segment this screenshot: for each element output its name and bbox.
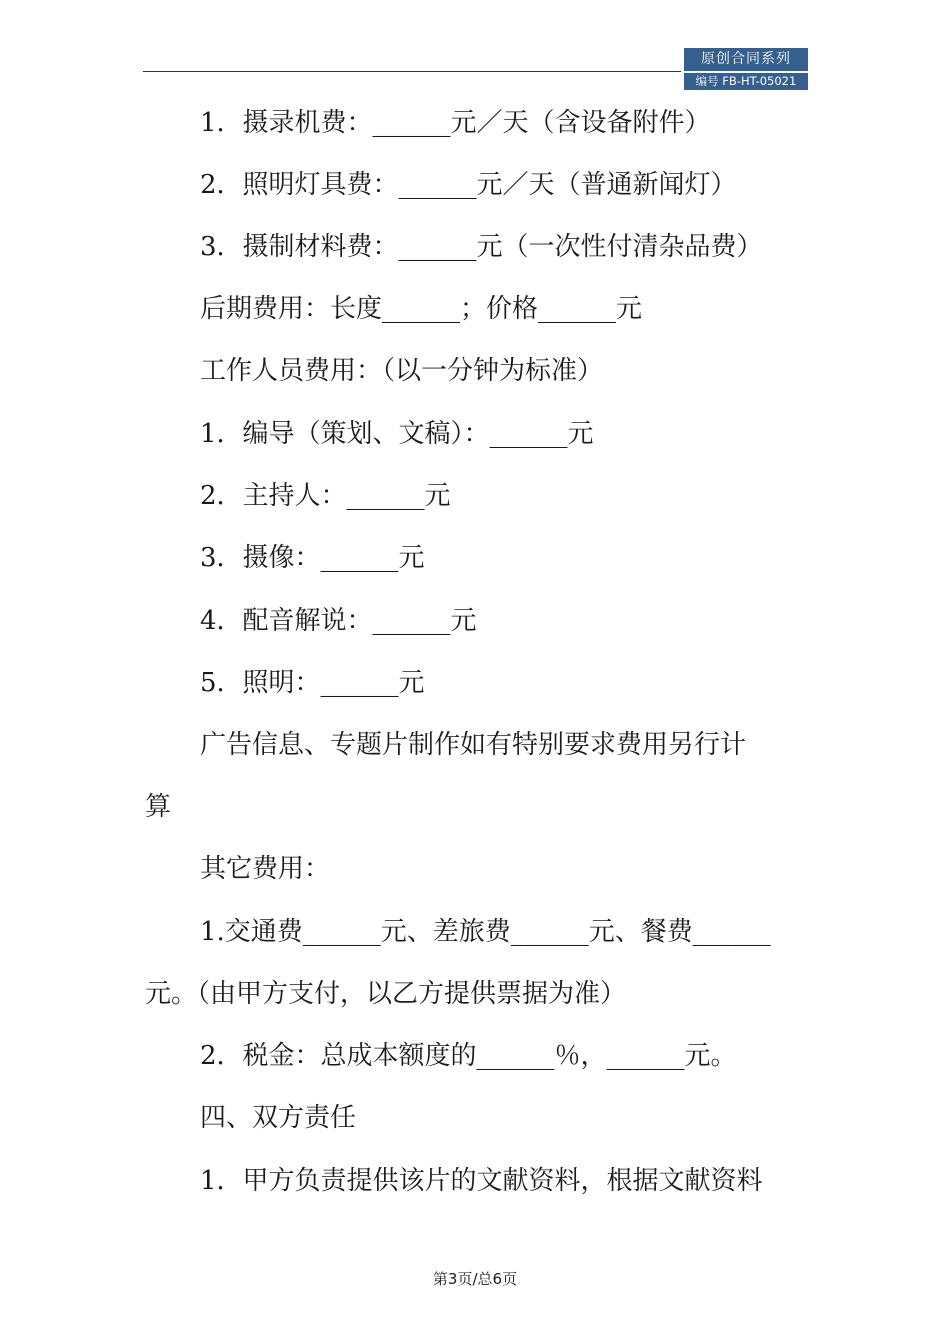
document-code: 编号 FB-HT-05021 bbox=[684, 73, 808, 90]
body-line: 后期费用：长度______；价格______元 bbox=[200, 294, 643, 324]
body-line: 2．税金：总成本额度的______％，______元。 bbox=[200, 1041, 737, 1071]
body-line: 工作人员费用：（以一分钟为标准） bbox=[200, 356, 604, 386]
body-line: 2．主持人：______元 bbox=[200, 481, 451, 511]
body-line: 5．照明：______元 bbox=[200, 668, 425, 698]
body-line: 算 bbox=[145, 792, 172, 822]
body-line: 1．摄录机费：______元／天（含设备附件） bbox=[200, 108, 711, 138]
page-number: 第3页/总6页 bbox=[432, 1270, 518, 1288]
body-line: 广告信息、专题片制作如有特别要求费用另行计 bbox=[200, 730, 747, 760]
series-label: 原创合同系列 bbox=[684, 48, 808, 71]
body-line: 1．编导（策划、文稿）：______元 bbox=[200, 419, 594, 449]
body-line: 1．甲方负责提供该片的文献资料，根据文献资料 bbox=[200, 1166, 763, 1196]
body-line: 3．摄像：______元 bbox=[200, 543, 425, 573]
body-line: 元。（由甲方支付，以乙方提供票据为准） bbox=[145, 979, 627, 1009]
body-line: 3．摄制材料费：______元（一次性付清杂品费） bbox=[200, 232, 763, 262]
section-heading: 四、双方责任 bbox=[200, 1103, 357, 1133]
body-line: 2．照明灯具费：______元／天（普通新闻灯） bbox=[200, 170, 737, 200]
body-line: 1.交通费______元、差旅费______元、餐费______ bbox=[200, 917, 771, 947]
header-rule bbox=[143, 71, 681, 72]
body-line: 4．配音解说：______元 bbox=[200, 606, 477, 636]
series-badge bbox=[684, 48, 808, 90]
body-line: 其它费用： bbox=[200, 854, 331, 884]
